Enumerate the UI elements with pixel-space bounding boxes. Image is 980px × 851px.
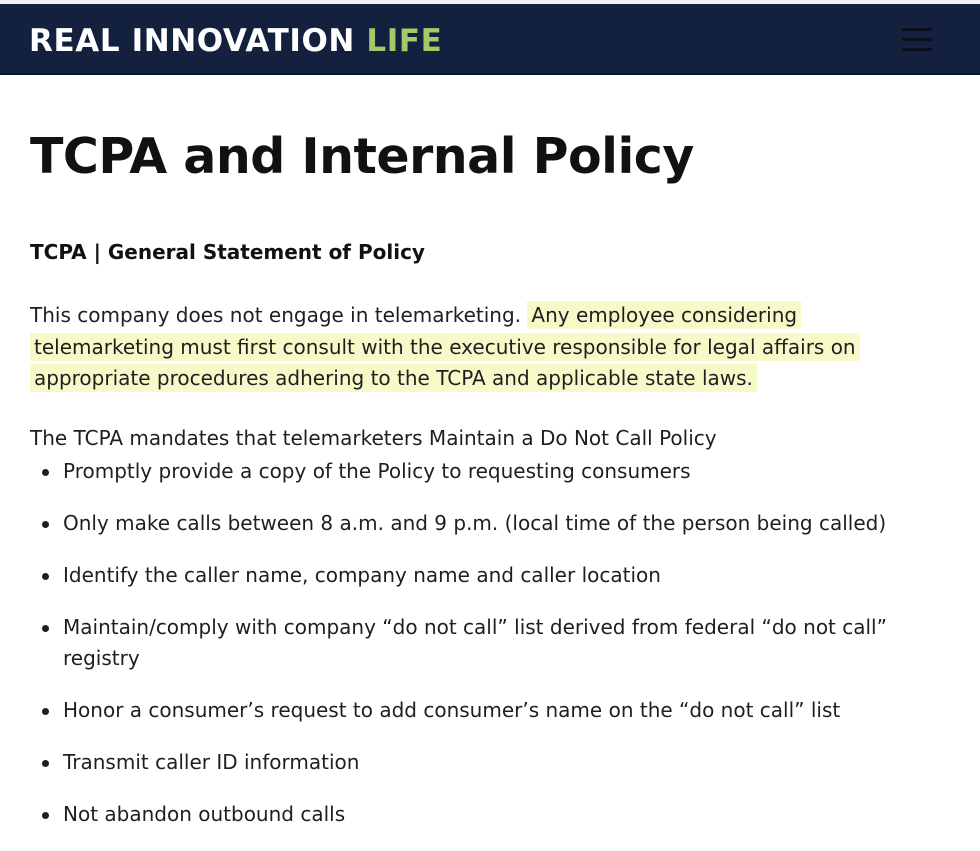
highlighted-text: Any employee considering telemarketing must first consult with the executive responsible for legal affairs on appropriate procedures adhering to the TCPA and applicable state laws. <box>30 301 860 392</box>
menu-line <box>902 38 932 41</box>
hamburger-menu-icon[interactable] <box>900 26 934 54</box>
list-item: Transmit caller ID information <box>30 747 930 778</box>
list-item: Promptly provide a copy of the Policy to requesting consumers <box>30 456 930 487</box>
list-item: Identify the caller name, company name and caller location <box>30 560 930 591</box>
brand-accent: LIFE <box>366 23 443 59</box>
brand-name: REAL INNOVATION <box>29 23 355 59</box>
site-logo[interactable] <box>29 23 442 59</box>
site-header <box>0 0 980 75</box>
list-item: Only make calls between 8 a.m. and 9 p.m. (local time of the person being called) <box>30 508 930 539</box>
list-item: Honor a consumer’s request to add consumer’s name on the “do not call” list <box>30 695 930 726</box>
paragraph-text: This company does not engage in telemarketing. <box>30 303 528 327</box>
list-intro: The TCPA mandates that telemarketers Maintain a Do Not Call Policy <box>30 426 717 450</box>
section-heading: TCPA | General Statement of Policy <box>30 240 425 264</box>
menu-line <box>902 28 932 31</box>
policy-list <box>30 456 930 851</box>
policy-paragraph <box>30 300 910 395</box>
list-item: Not abandon outbound calls <box>30 799 930 830</box>
menu-line <box>902 48 932 51</box>
page-title: TCPA and Internal Policy <box>30 128 694 185</box>
list-item: Maintain/comply with company “do not call” list derived from federal “do not call” registry <box>30 612 930 674</box>
